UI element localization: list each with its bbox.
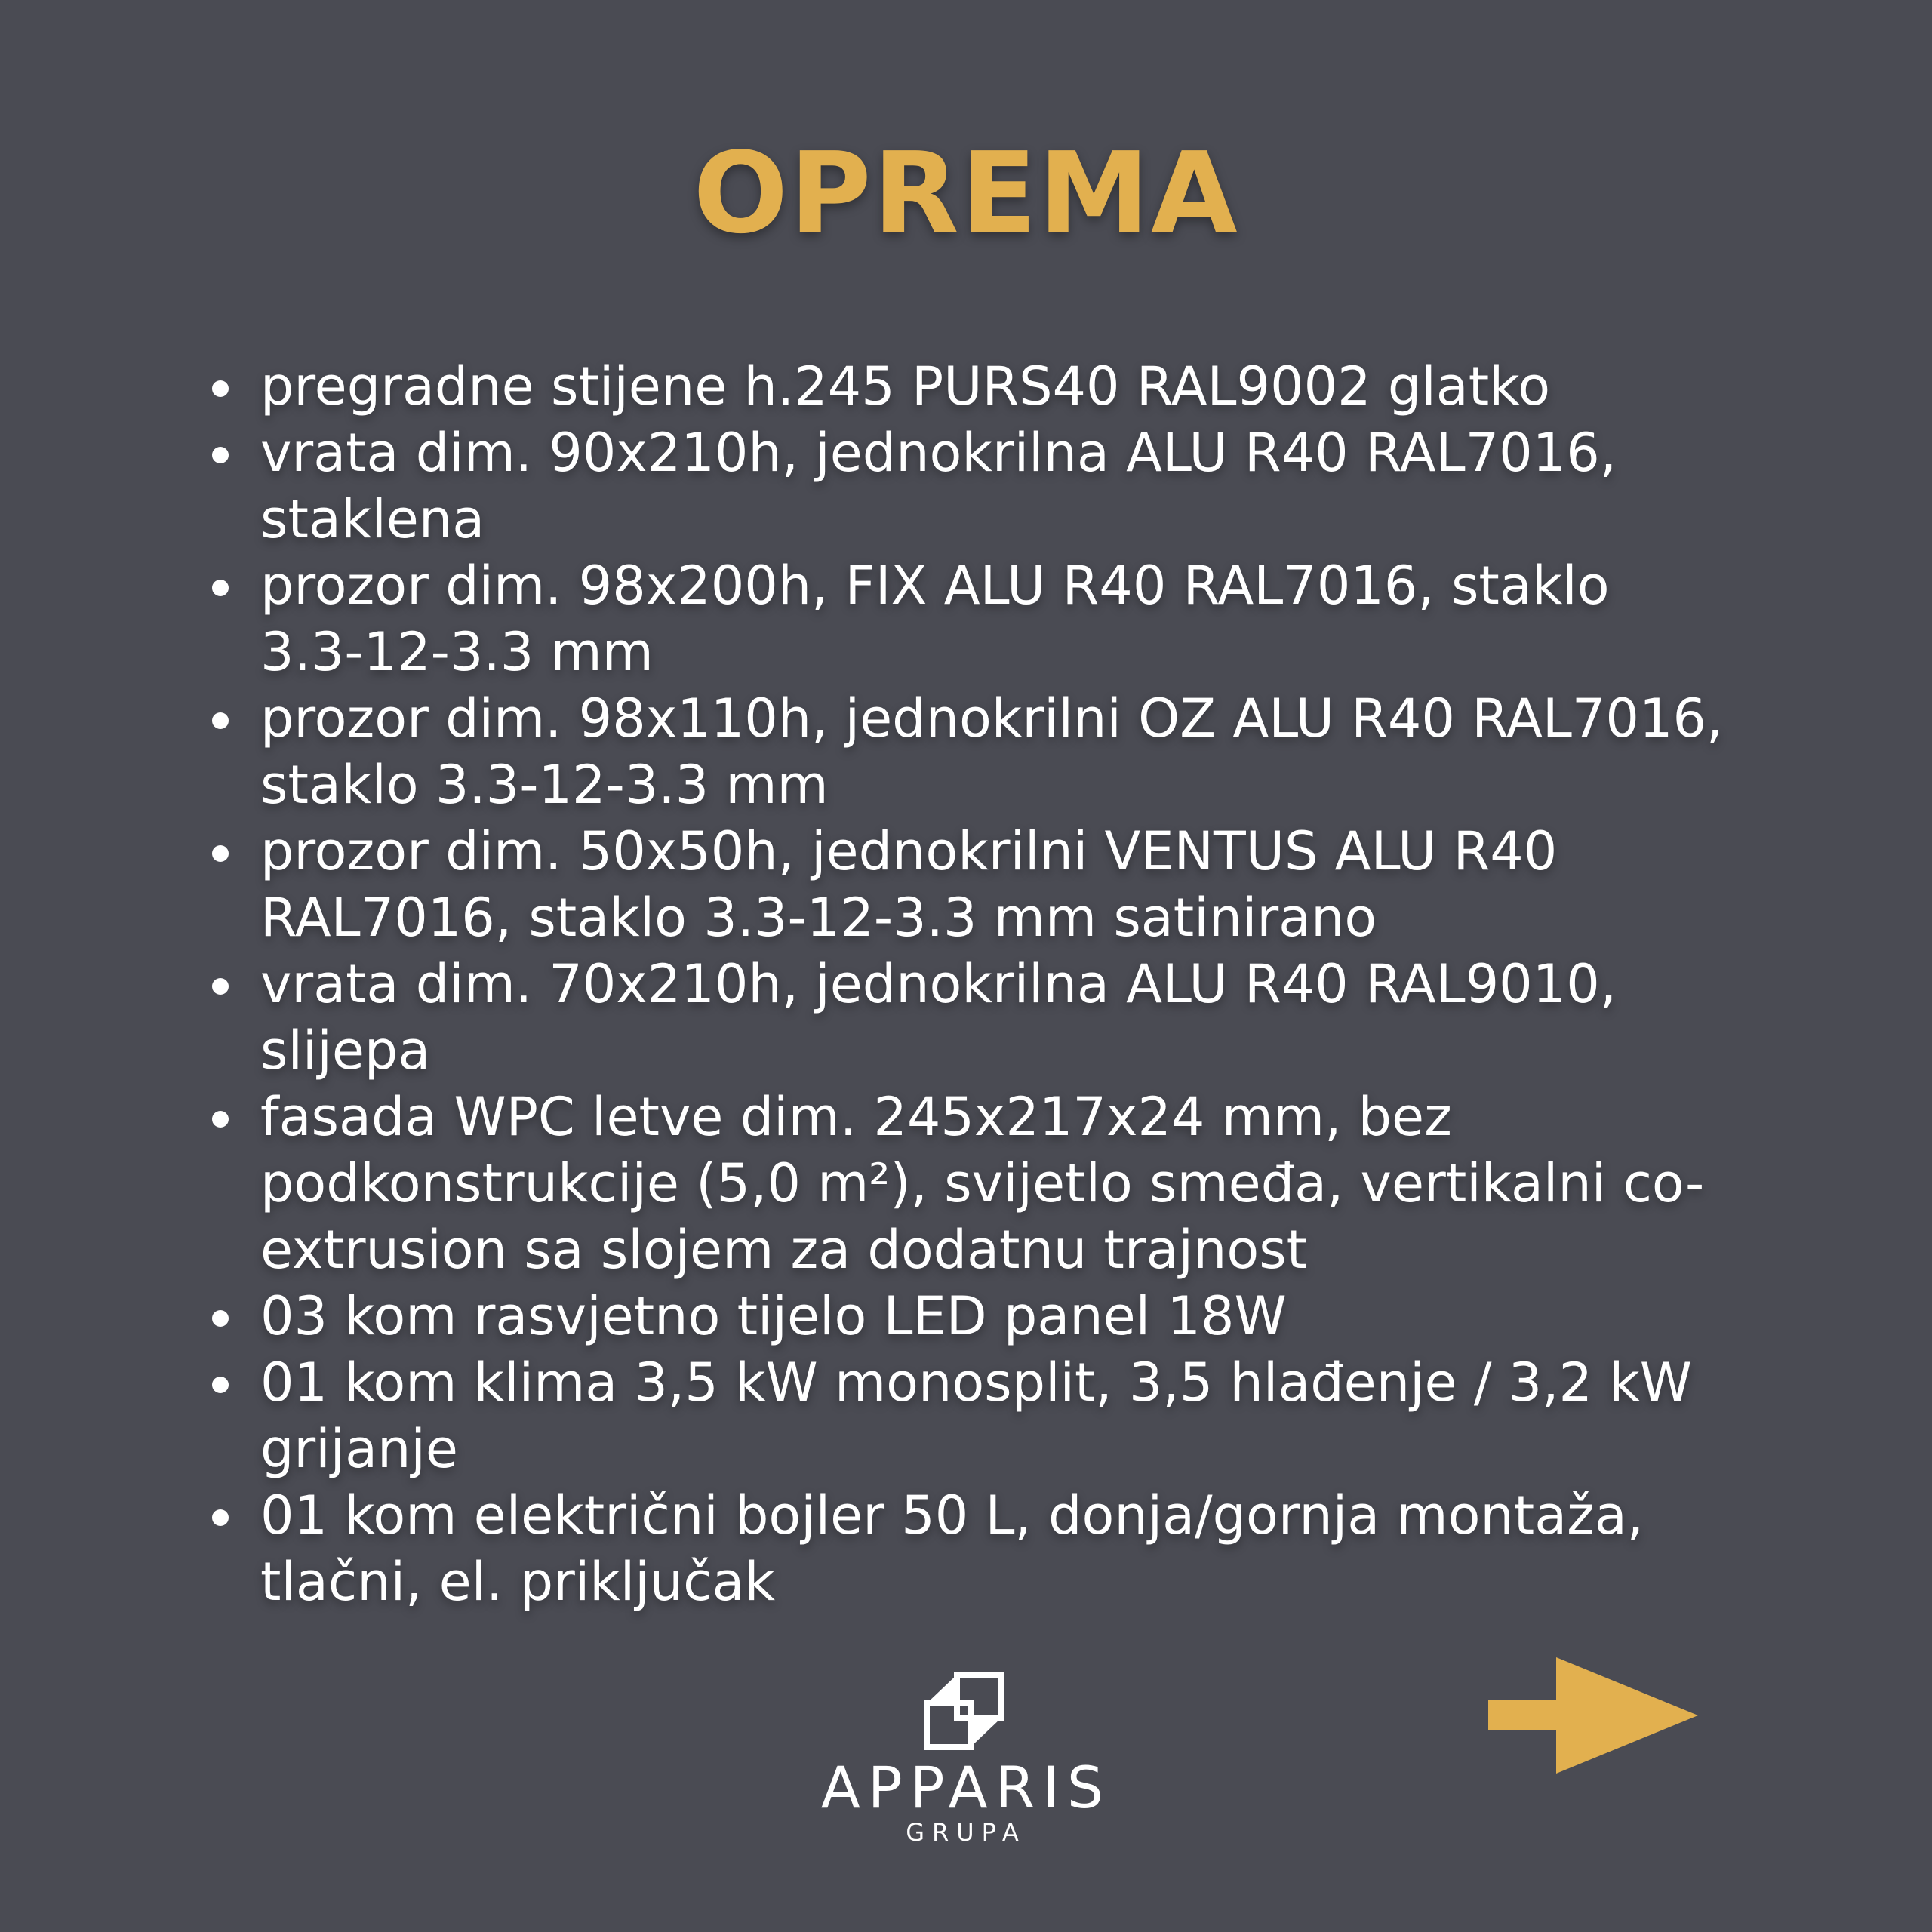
list-item: vrata dim. 70x210h, jednokrilna ALU R40 RAL9010, slijepa <box>260 951 1815 1084</box>
list-item: 01 kom električni bojler 50 L, donja/gornja montaža, tlačni, el. priključak <box>260 1482 1815 1615</box>
list-item: vrata dim. 90x210h, jednokrilna ALU R40 RAL7016, staklena <box>260 420 1815 552</box>
list-item: pregradne stijene h.245 PURS40 RAL9002 glatko <box>260 353 1815 420</box>
list-item: 03 kom rasvjetno tijelo LED panel 18W <box>260 1283 1815 1349</box>
list-item: prozor dim. 50x50h, jednokrilni VENTUS ALU R40 RAL7016, staklo 3.3-12-3.3 mm satinirano <box>260 818 1815 951</box>
list-item: fasada WPC letve dim. 245x217x24 mm, bez podkonstrukcije (5,0 m²), svijetlo smeđa, vertikalni co- extrusion sa slojem za dodatnu trajnost <box>260 1084 1815 1283</box>
list-item: prozor dim. 98x110h, jednokrilni OZ ALU R40 RAL7016, staklo 3.3-12-3.3 mm <box>260 685 1815 818</box>
equipment-list <box>260 353 1815 1615</box>
list-item: prozor dim. 98x200h, FIX ALU R40 RAL7016, staklo 3.3-12-3.3 mm <box>260 552 1815 685</box>
logo-name: APPARIS <box>820 1754 1112 1821</box>
list-item: 01 kom klima 3,5 kW monosplit, 3,5 hlađenje / 3,2 kW grijanje <box>260 1349 1815 1482</box>
page-title: OPREMA <box>693 128 1239 258</box>
logo-mark-icon <box>922 1672 1005 1750</box>
company-logo <box>792 1672 1140 1845</box>
logo-subtitle: GRUPA <box>906 1818 1026 1847</box>
arrow-right-icon[interactable] <box>1488 1657 1698 1774</box>
